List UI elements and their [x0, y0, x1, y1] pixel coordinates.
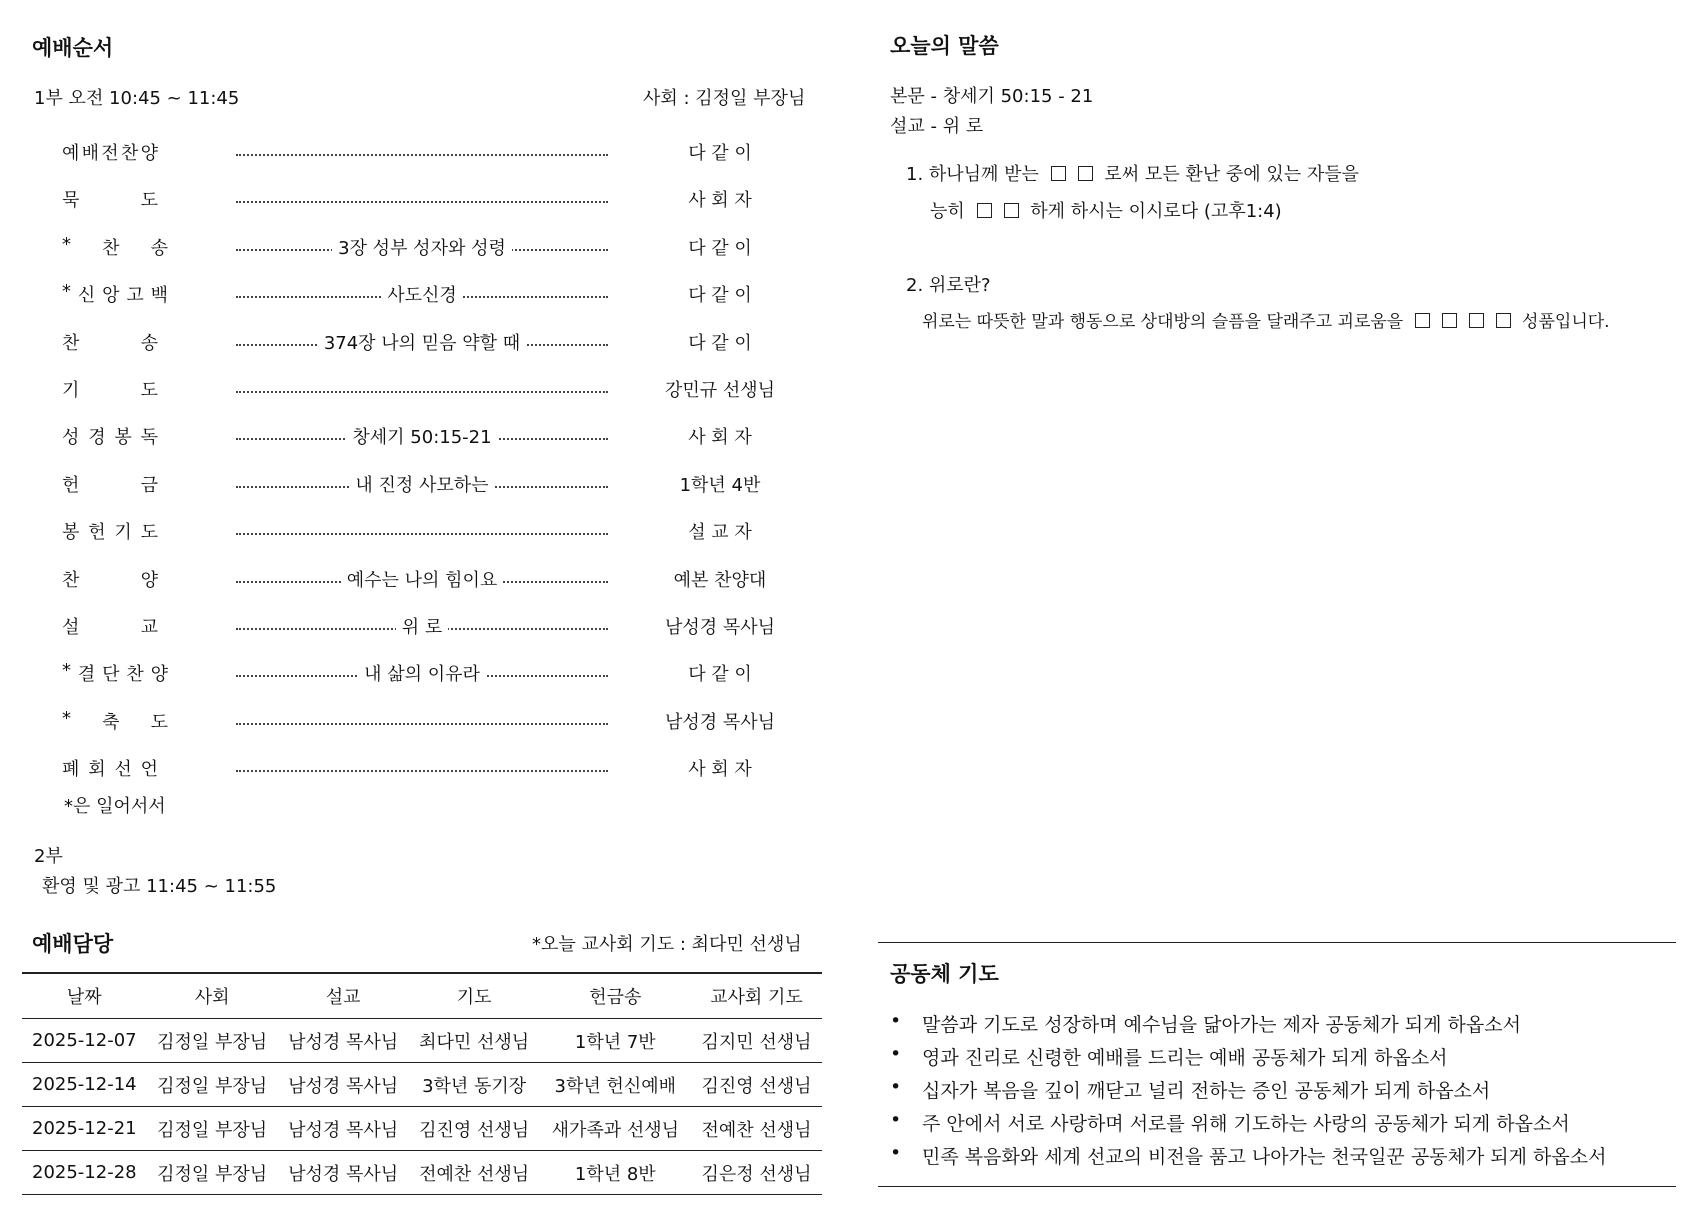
order-item-detail-text: 내 삶의 이유라 [358, 664, 486, 685]
dotted-leader [236, 201, 608, 203]
table-cell: 김진영 선생님 [409, 1107, 540, 1151]
list-item: • 영과 진리로 신령한 예배를 드리는 예배 공동체가 되게 하옵소서 [890, 1043, 1606, 1076]
table-cell: 최다민 선생님 [409, 1019, 540, 1063]
blank-box [1415, 313, 1430, 328]
table-cell: 3학년 동기장 [409, 1063, 540, 1107]
order-item-name [62, 186, 158, 212]
order-item-detail [236, 566, 608, 592]
service-order-title: 예배순서 [32, 36, 114, 60]
order-item-leader: 사 회 자 [688, 427, 752, 449]
question-1-line-2 [930, 197, 1282, 223]
name-char: 기 [114, 522, 132, 544]
order-item-name [62, 518, 158, 544]
order-row [0, 139, 820, 169]
col-offering-song: 헌금송 [540, 973, 691, 1019]
community-prayer-title: 공동체 기도 [890, 962, 999, 986]
name-char: 회 [88, 759, 106, 781]
order-row [0, 186, 820, 216]
list-item: • 십자가 복음을 깊이 깨닫고 널리 전하는 증인 공동체가 되게 하옵소서 [890, 1076, 1606, 1109]
order-item-name [62, 234, 168, 260]
duty-title: 예배담당 [32, 932, 114, 956]
name-char: 금 [140, 474, 158, 496]
community-top-divider [878, 942, 1676, 943]
name-char: 예 [62, 143, 80, 164]
order-item-leader: 다 같 이 [688, 332, 752, 354]
order-item-detail [236, 281, 608, 307]
table-cell: 1학년 8반 [540, 1151, 691, 1195]
order-row [0, 329, 820, 359]
name-char: 경 [88, 427, 106, 449]
order-row [0, 518, 820, 548]
name-char: 송 [140, 332, 158, 354]
order-item-detail [236, 329, 608, 355]
order-row [0, 708, 820, 738]
order-item-detail-text: 위 로 [396, 617, 449, 638]
q2-text-b: 성품입니다. [1522, 312, 1610, 332]
table-cell: 전예찬 선생님 [691, 1107, 822, 1151]
order-item-name [62, 139, 158, 165]
order-item-name [62, 566, 158, 592]
name-char: 양 [150, 664, 168, 686]
order-item-leader: 다 같 이 [688, 285, 752, 307]
name-char: 헌 [62, 474, 80, 496]
table-cell: 2025-12-14 [22, 1063, 147, 1107]
order-row [0, 566, 820, 596]
q1-text-d: 하게 하시는 이시로다 (고후1:4) [1030, 201, 1282, 222]
order-item-leader: 다 같 이 [688, 664, 752, 686]
blank-box [1496, 313, 1511, 328]
question-1-line-1 [906, 160, 1359, 186]
order-item-name [62, 471, 158, 497]
table-cell: 김정일 부장님 [147, 1019, 278, 1063]
order-item-name [62, 708, 168, 734]
order-item-detail-text: 3장 성부 성자와 성령 [332, 238, 512, 259]
order-item-detail-text: 예수는 나의 힘이요 [341, 570, 504, 591]
table-cell: 1학년 7반 [540, 1019, 691, 1063]
blank-box [977, 203, 992, 218]
order-item-detail [236, 471, 608, 497]
table-cell: 김진영 선생님 [691, 1063, 822, 1107]
list-item: • 말씀과 기도로 성장하며 예수님을 닮아가는 제자 공동체가 되게 하옵소서 [890, 1010, 1606, 1043]
name-char: 신 [77, 285, 96, 307]
order-row [0, 755, 820, 785]
table-cell: 남성경 목사님 [278, 1107, 409, 1151]
order-item-name [62, 423, 158, 449]
blank-box [1469, 313, 1484, 328]
name-char: 헌 [88, 522, 106, 544]
table-cell: 전예찬 선생님 [409, 1151, 540, 1195]
order-row [0, 471, 820, 501]
name-char: 양 [140, 569, 158, 591]
table-cell: 김정일 부장님 [147, 1151, 278, 1195]
name-char: 기 [62, 380, 80, 401]
name-char: 배 [81, 143, 100, 164]
community-prayer-list [890, 1010, 1606, 1175]
order-item-detail [236, 234, 608, 260]
name-char: 묵 [62, 190, 80, 212]
name-char: 설 [62, 617, 80, 638]
order-item-leader: 다 같 이 [688, 143, 752, 164]
order-item-name [62, 329, 158, 355]
part2-text: 환영 및 광고 11:45 ~ 11:55 [42, 876, 277, 897]
blank-box [1078, 166, 1093, 181]
order-row [0, 376, 820, 406]
name-char: 결 [77, 664, 96, 686]
name-char: 찬 [62, 569, 80, 591]
order-item-detail-text: 창세기 50:15-21 [346, 427, 497, 448]
sermon-title: 오늘의 말씀 [890, 34, 999, 58]
order-item-leader: 강민규 선생님 [664, 380, 776, 401]
order-item-name [62, 755, 158, 781]
name-char: 전 [101, 143, 119, 164]
service-host: 사회 : 김정일 부장님 [643, 88, 806, 109]
q1-text-b: 로써 모든 환난 중에 있는 자들을 [1104, 164, 1360, 185]
teacher-prayer-note: *오늘 교사회 기도 : 최다민 선생님 [532, 934, 802, 955]
col-teacher-prayer: 교사회 기도 [691, 973, 822, 1019]
order-item-name [62, 660, 168, 686]
dotted-leader [236, 723, 608, 725]
name-char: 앙 [102, 285, 120, 307]
order-item-leader: 사 회 자 [688, 759, 752, 781]
name-char: 찬 [62, 332, 80, 354]
order-item-detail-text: 사도신경 [381, 285, 463, 306]
q1-text-c: 능히 [930, 201, 965, 222]
standing-note: *은 일어서서 [64, 796, 166, 817]
order-row [0, 423, 820, 453]
table-cell: 2025-12-28 [22, 1151, 147, 1195]
order-item-leader: 예본 찬양대 [673, 569, 767, 591]
table-row [22, 1019, 822, 1063]
name-char: 도 [140, 522, 158, 544]
table-cell: 남성경 목사님 [278, 1151, 409, 1195]
col-host: 사회 [147, 973, 278, 1019]
name-char: 양 [140, 143, 158, 164]
table-cell: 김정일 부장님 [147, 1107, 278, 1151]
table-row [22, 1107, 822, 1151]
table-cell: 2025-12-21 [22, 1107, 147, 1151]
blank-box [1004, 203, 1019, 218]
order-item-name [62, 281, 168, 307]
table-cell: 김지민 선생님 [691, 1019, 822, 1063]
name-char: 찬 [120, 143, 139, 164]
table-cell: 김정일 부장님 [147, 1063, 278, 1107]
name-char: * [62, 660, 71, 682]
name-char: 선 [114, 759, 132, 781]
part2-label: 2부 [34, 846, 63, 867]
order-row [0, 660, 820, 690]
name-char: 도 [140, 380, 158, 401]
order-item-detail [236, 423, 608, 449]
order-item-name [62, 376, 158, 402]
sermon-name: 설교 - 위 로 [890, 116, 984, 137]
order-item-detail-text: 내 진정 사모하는 [349, 475, 494, 496]
name-char: 봉 [114, 427, 132, 449]
col-date: 날짜 [22, 973, 147, 1019]
blank-box [1442, 313, 1457, 328]
name-char: * [62, 281, 71, 303]
list-item: • 민족 복음화와 세계 선교의 비전을 품고 나아가는 천국일꾼 공동체가 되게 하옵소서 [890, 1142, 1606, 1175]
name-char: 성 [62, 427, 80, 449]
table-cell: 3학년 헌신예배 [540, 1063, 691, 1107]
order-row [0, 613, 820, 643]
name-char: 송 [150, 237, 168, 259]
col-sermon: 설교 [278, 973, 409, 1019]
name-char: 봉 [62, 522, 80, 544]
name-char: 폐 [62, 759, 80, 781]
name-char: 백 [150, 285, 168, 307]
table-cell: 남성경 목사님 [278, 1019, 409, 1063]
duty-table [22, 972, 822, 1195]
blank-box [1051, 166, 1066, 181]
dotted-leader [236, 154, 608, 156]
table-row [22, 1151, 822, 1195]
order-item-detail-text: 374장 나의 믿음 약할 때 [318, 333, 526, 354]
order-row [0, 281, 820, 311]
dotted-leader [236, 533, 608, 535]
question-2-title: 2. 위로란? [906, 275, 991, 296]
order-row [0, 234, 820, 264]
order-item-leader: 남성경 목사님 [664, 617, 776, 638]
order-item-leader: 다 같 이 [688, 237, 752, 259]
duty-table-header [22, 973, 822, 1019]
order-item-detail [236, 660, 608, 686]
name-char: 교 [140, 617, 158, 638]
table-cell: 새가족과 선생님 [540, 1107, 691, 1151]
part1-time: 1부 오전 10:45 ~ 11:45 [34, 88, 240, 109]
q2-text-a: 위로는 따뜻한 말과 행동으로 상대방의 슬픔을 달래주고 괴로움을 [922, 312, 1404, 332]
name-char: 도 [150, 711, 168, 733]
name-char: 독 [140, 427, 158, 449]
order-item-name [62, 613, 158, 639]
list-item: • 주 안에서 서로 사랑하며 서로를 위해 기도하는 사랑의 공동체가 되게 하옵소서 [890, 1109, 1606, 1142]
col-prayer: 기도 [409, 973, 540, 1019]
name-char: * [62, 233, 71, 255]
name-char: 언 [140, 759, 158, 781]
name-char: 축 [102, 711, 120, 733]
table-cell: 김은정 선생님 [691, 1151, 822, 1195]
name-char: 단 [102, 664, 120, 686]
order-item-leader: 사 회 자 [688, 190, 752, 212]
community-bottom-divider [878, 1186, 1676, 1187]
table-cell: 남성경 목사님 [278, 1063, 409, 1107]
order-item-detail [236, 613, 608, 639]
name-char: 찬 [126, 664, 144, 686]
order-item-leader: 남성경 목사님 [664, 711, 776, 733]
q1-text-a: 1. 하나님께 받는 [906, 164, 1039, 185]
scripture: 본문 - 창세기 50:15 - 21 [890, 86, 1094, 107]
name-char: 도 [140, 190, 158, 212]
table-cell: 2025-12-07 [22, 1019, 147, 1063]
order-item-leader: 1학년 4반 [679, 474, 761, 496]
question-2-line [922, 307, 1610, 332]
name-char: 고 [126, 285, 144, 307]
name-char: 찬 [102, 237, 120, 259]
dotted-leader [236, 391, 608, 393]
order-item-leader: 설 교 자 [688, 522, 752, 544]
table-row [22, 1063, 822, 1107]
name-char: * [62, 707, 71, 729]
dotted-leader [236, 770, 608, 772]
